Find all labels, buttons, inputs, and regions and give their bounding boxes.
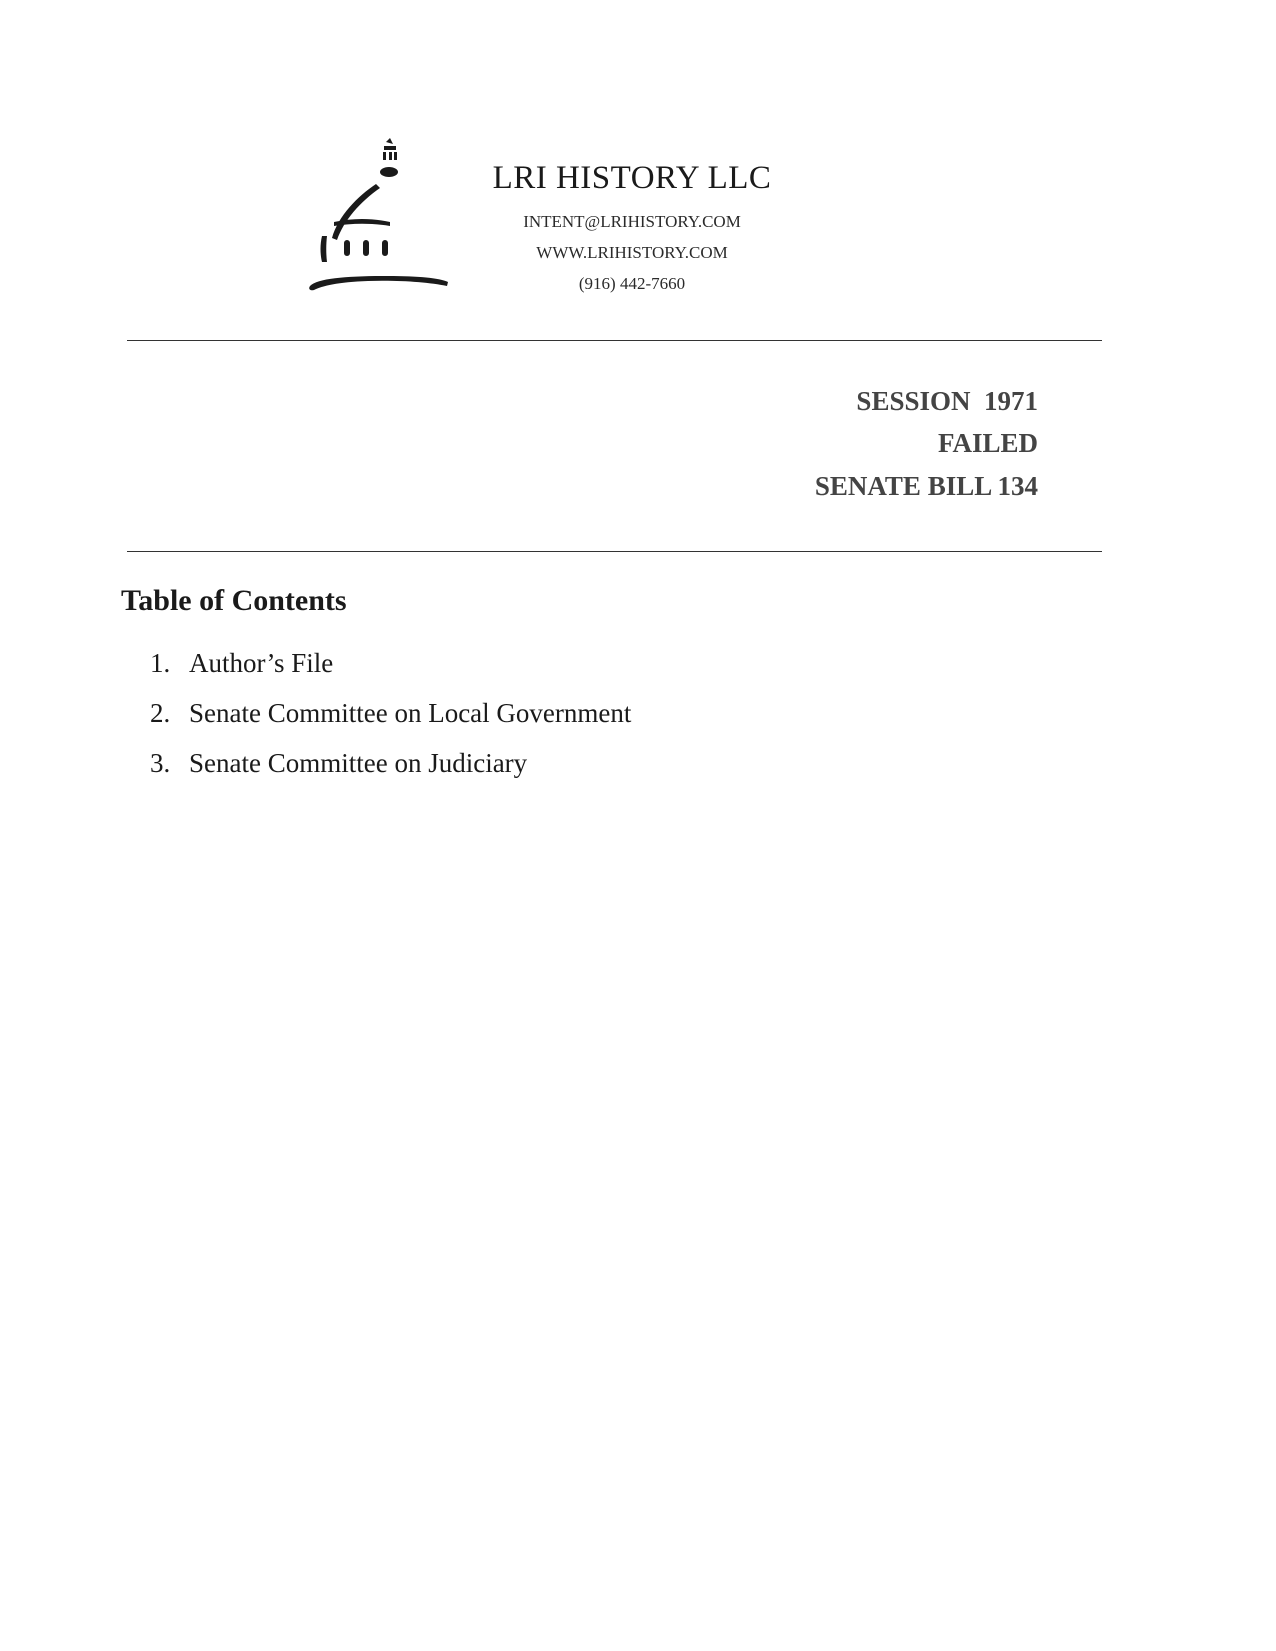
bottom-divider	[127, 551, 1102, 552]
toc-title: Table of Contents	[121, 584, 347, 617]
toc-item-label: Senate Committee on Judiciary	[189, 748, 528, 778]
toc-item-number: 2.	[150, 698, 171, 728]
company-phone: (916) 442-7660	[578, 274, 686, 293]
toc-item	[150, 648, 631, 698]
company-website: WWW.LRIHISTORY.COM	[536, 243, 728, 262]
toc-item-number: 3.	[150, 748, 171, 778]
toc-list	[150, 648, 631, 798]
bill-title: SENATE BILL 134	[814, 471, 1038, 501]
session-label: SESSION 1971	[856, 386, 1038, 416]
toc-item-label: Senate Committee on Local Government	[189, 698, 632, 728]
toc-item	[150, 698, 631, 748]
bill-status: FAILED	[937, 428, 1038, 458]
toc-item-label: Author’s File	[189, 648, 334, 678]
toc-item-number: 1.	[150, 648, 171, 678]
capitol-dome-icon	[308, 138, 452, 294]
company-name: LRI HISTORY LLC	[492, 160, 772, 196]
company-email: INTENT@LRIHISTORY.COM	[523, 212, 741, 231]
top-divider	[127, 340, 1102, 341]
toc-item	[150, 748, 631, 798]
